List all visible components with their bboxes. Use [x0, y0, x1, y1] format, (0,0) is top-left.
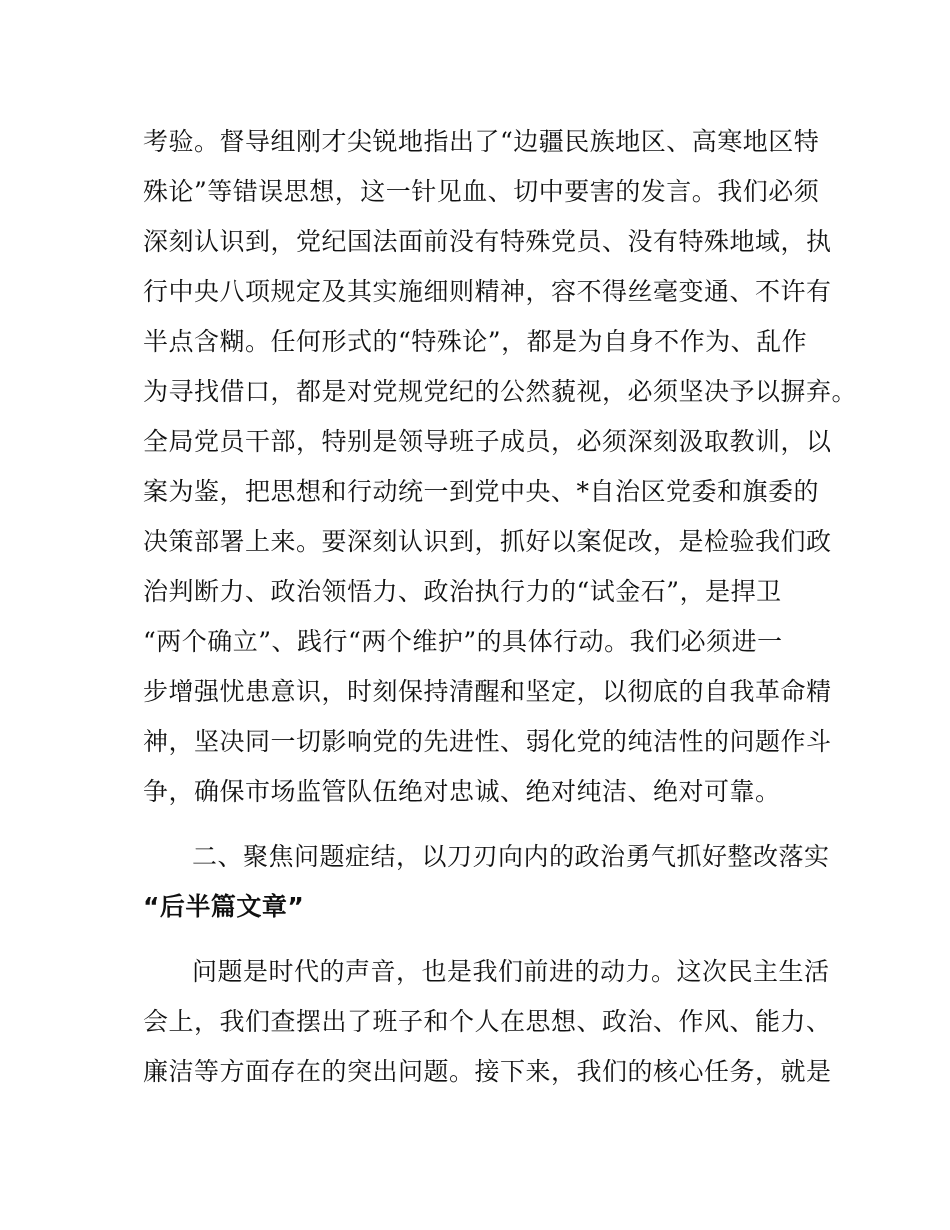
- section-heading-continuation: “后半篇文章”: [143, 892, 305, 921]
- paragraph-line: 半点含糊。任何形式的“特殊论”，都是为自身不作为、乱作: [143, 327, 808, 356]
- paragraph-line: 治判断力、政治领悟力、政治执行力的“试金石”，是捍卫: [143, 577, 782, 606]
- paragraph-line: 深刻认识到，党纪国法面前没有特殊党员、没有特殊地域，执: [143, 227, 832, 256]
- paragraph-line: 神，坚决同一切影响党的先进性、弱化党的纯洁性的问题作斗: [143, 727, 832, 756]
- paragraph-line: 问题是时代的声音，也是我们前进的动力。这次民主生活: [192, 957, 830, 986]
- paragraph-line: “两个确立”、践行“两个维护”的具体行动。我们必须进一: [143, 627, 783, 656]
- paragraph-line: 行中央八项规定及其实施细则精神，容不得丝毫变通、不许有: [143, 277, 832, 306]
- paragraph-line: 廉洁等方面存在的突出问题。接下来，我们的核心任务，就是: [143, 1057, 832, 1086]
- paragraph-line: 为寻找借口，都是对党规党纪的公然藐视，必须坚决予以摒弃。: [143, 377, 858, 406]
- paragraph-line: 决策部署上来。要深刻认识到，抓好以案促改，是检验我们政: [143, 527, 832, 556]
- paragraph-line: 争，确保市场监管队伍绝对忠诚、绝对纯洁、绝对可靠。: [143, 777, 781, 806]
- paragraph-line: 步增强忧患意识，时刻保持清醒和坚定，以彻底的自我革命精: [143, 677, 832, 706]
- paragraph-line: 考验。督导组刚才尖锐地指出了“边疆民族地区、高寒地区特: [143, 127, 820, 156]
- paragraph-line: 全局党员干部，特别是领导班子成员，必须深刻汲取教训，以: [143, 427, 832, 456]
- paragraph-line: 会上，我们查摆出了班子和个人在思想、政治、作风、能力、: [143, 1007, 832, 1036]
- section-heading: 二、聚焦问题症结，以刀刃向内的政治勇气抓好整改落实: [192, 842, 830, 871]
- paragraph-line: 殊论”等错误思想，这一针见血、切中要害的发言。我们必须: [143, 177, 820, 206]
- paragraph-line: 案为鉴，把思想和行动统一到党中央、*自治区党委和旗委的: [143, 477, 820, 506]
